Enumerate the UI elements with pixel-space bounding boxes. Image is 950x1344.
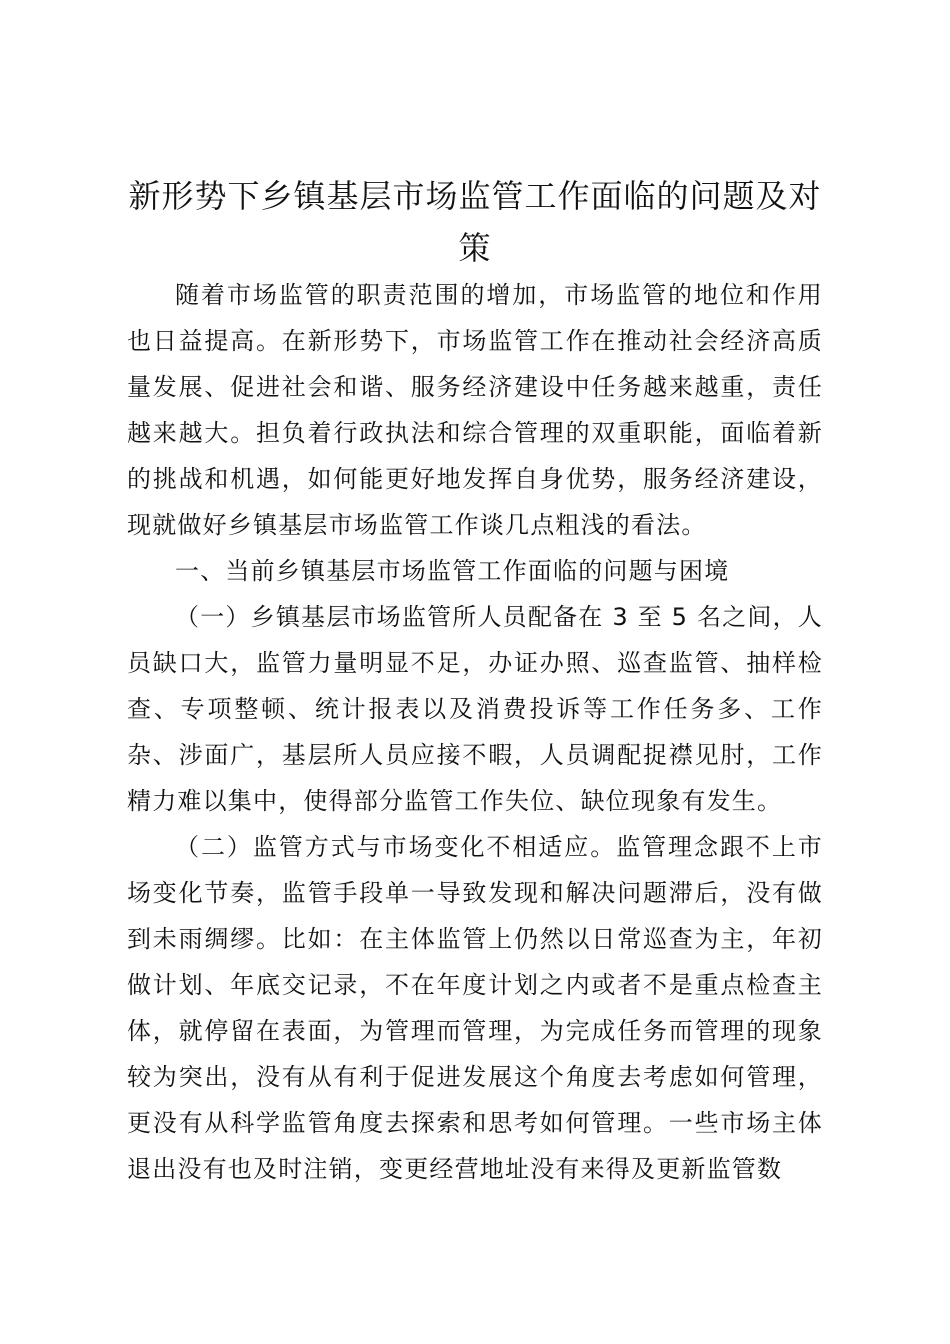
subsection-2-paragraph: （二）监管方式与市场变化不相适应。监管理念跟不上市场变化节奏，监管手段单一导致发现和解决问题滞后，没有做到未雨绸缪。比如：在主体监管上仍然以日常巡查为主，年初做计划、年底交记录，不在年度计划之内或者不是重点检查主体，就停留在表面，为管理而管理，为完成任务而管理的现象较为突出，没有从有利于促进发展这个角度去考虑如何管理，更没有从科学监管角度去探索和思考如何管理。一些市场主体退出没有也及时注销，变更经营地址没有来得及更新监管数 xyxy=(127,833,823,1183)
subsection-1-paragraph: （一）乡镇基层市场监管所人员配备在 3 至 5 名之间，人员缺口大，监管力量明显不足，办证办照、巡查监管、抽样检查、专项整顿、统计报表以及消费投诉等工作任务多、工作杂、涉面广，基层所人员应接不暇，人员调配捉襟见肘，工作精力难以集中，使得部分监管工作失位、缺位现象有发生。 xyxy=(127,603,823,815)
section-heading-1: 一、当前乡镇基层市场监管工作面临的问题与困境 xyxy=(175,557,730,585)
document-body xyxy=(127,272,823,1192)
document-title: 新形势下乡镇基层市场监管工作面临的问题及对策 xyxy=(128,177,822,267)
intro-paragraph: 随着市场监管的职责范围的增加，市场监管的地位和作用也日益提高。在新形势下，市场监管工作在推动社会经济高质量发展、促进社会和谐、服务经济建设中任务越来越重，责任越来越大。担负着行政执法和综合管理的双重职能，面临着新的挑战和机遇，如何能更好地发挥自身优势，服务经济建设，现就做好乡镇基层市场监管工作谈几点粗浅的看法。 xyxy=(127,281,823,539)
